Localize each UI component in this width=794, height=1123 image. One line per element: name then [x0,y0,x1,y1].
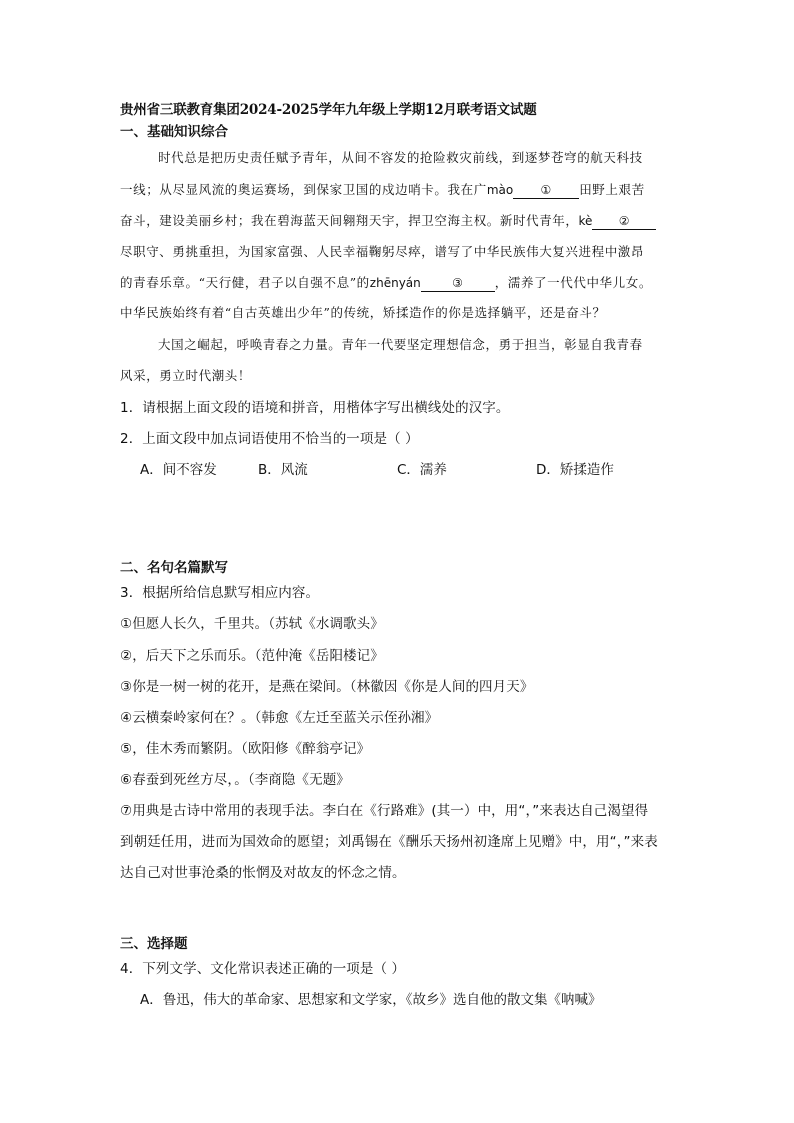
passage-line-4: 尽职守、勇挑重担，为国家富强、人民幸福鞠躬尽瘁，谱写了中华民族伟大复兴进程中激昂 [120,244,645,259]
question-4: 4．下列文学、文化常识表述正确的一项是（ ） [120,961,406,977]
fill-blank-2[interactable]: ② [592,214,656,230]
question-1: 1．请根据上面文段的语境和拼音，用楷体字写出横线处的汉字。 [120,400,510,416]
q4-option-a[interactable]: A．鲁迅，伟大的革命家、思想家和文学家，《故乡》选自他的散文集《呐喊》 [140,992,602,1008]
passage-line-2 [120,180,645,199]
fill-blank-3[interactable]: ③ [421,276,495,292]
pinyin-hint: kè [578,214,593,228]
passage-text: 一线；从尽显风流的奥运赛场，到保家卫国的戍边哨卡。我在广 [120,182,487,197]
dictation-item-7-line-3: 达自己对世事沧桑的怅惘及对故友的怀念之情。 [120,865,406,881]
passage-line-1: 时代总是把历史责任赋予青年，从间不容发的抢险救灾前线，到逐梦苍穹的航天科技 [158,150,643,165]
dictation-item-6: ⑥春蚕到死丝方尽，。（李商隐《无题》 [120,772,350,788]
dictation-item-1: ①但愿人长久，千里共。（苏轼《水调歌头》 [120,616,384,632]
passage-text: ，濡养了一代代中华儿女。 [494,275,652,290]
exam-title: 贵州省三联教育集团2024-2025学年九年级上学期12月联考语文试题 [120,102,537,118]
dictation-item-5: ⑤，佳木秀而繁阴。（欧阳修《醉翁亭记》 [120,741,371,757]
pinyin-hint: zhēnyán [369,276,421,290]
passage-text: 田野上艰苦 [579,182,645,197]
section-2-heading: 二、名句名篇默写 [120,560,228,576]
passage-line-5 [120,273,652,292]
dictation-item-4: ④云横秦岭家何在？。（韩愈《左迁至蓝关示侄孙湘》 [120,710,439,726]
passage-text: 的青春乐章。“天行健，君子以自强不息”的 [120,275,370,290]
q2-option-a[interactable]: A．间不容发 [140,462,217,478]
dictation-item-2: ②，后天下之乐而乐。（范仲淹《岳阳楼记》 [120,648,384,664]
question-3: 3．根据所给信息默写相应内容。 [120,585,320,601]
section-3-heading: 三、选择题 [120,936,188,952]
fill-blank-1[interactable]: ① [513,183,579,199]
q2-option-c[interactable]: C．濡养 [397,462,447,478]
passage-line-3 [120,211,656,230]
dictation-item-7-line-2: 到朝廷任用，进而为国效命的愿望；刘禹锡在《酬乐天扬州初逢席上见赠》中，用“，”来表 [120,834,658,850]
q2-option-b[interactable]: B．风流 [258,462,308,478]
section-1-heading: 一、基础知识综合 [120,124,228,140]
dictation-item-7-line-1: ⑦用典是古诗中常用的表现手法。李白在《行路难》(其一）中，用“，”来表达自己渴望得 [120,803,649,819]
q2-option-d[interactable]: D．矫揉造作 [536,462,614,478]
question-2: 2．上面文段中加点词语使用不恰当的一项是（ ） [120,431,419,447]
passage-text: 奋斗，建设美丽乡村；我在碧海蓝天间翱翔天宇，捍卫空海主权。新时代青年， [120,213,579,228]
pinyin-hint: mào [486,183,514,197]
passage-line-7: 大国之崛起，呼唤青春之力量。青年一代要坚定理想信念，勇于担当，彰显自我青春 [158,337,643,352]
passage-line-6: 中华民族始终有着“自古英雄出少年”的传统，矫揉造作的你是选择躺平，还是奋斗？ [120,305,606,320]
dictation-item-3: ③你是一树一树的花开，是燕在梁间。（林徽因《你是人间的四月天》 [120,679,534,695]
passage-line-8: 风采，勇立时代潮头！ [120,368,252,383]
